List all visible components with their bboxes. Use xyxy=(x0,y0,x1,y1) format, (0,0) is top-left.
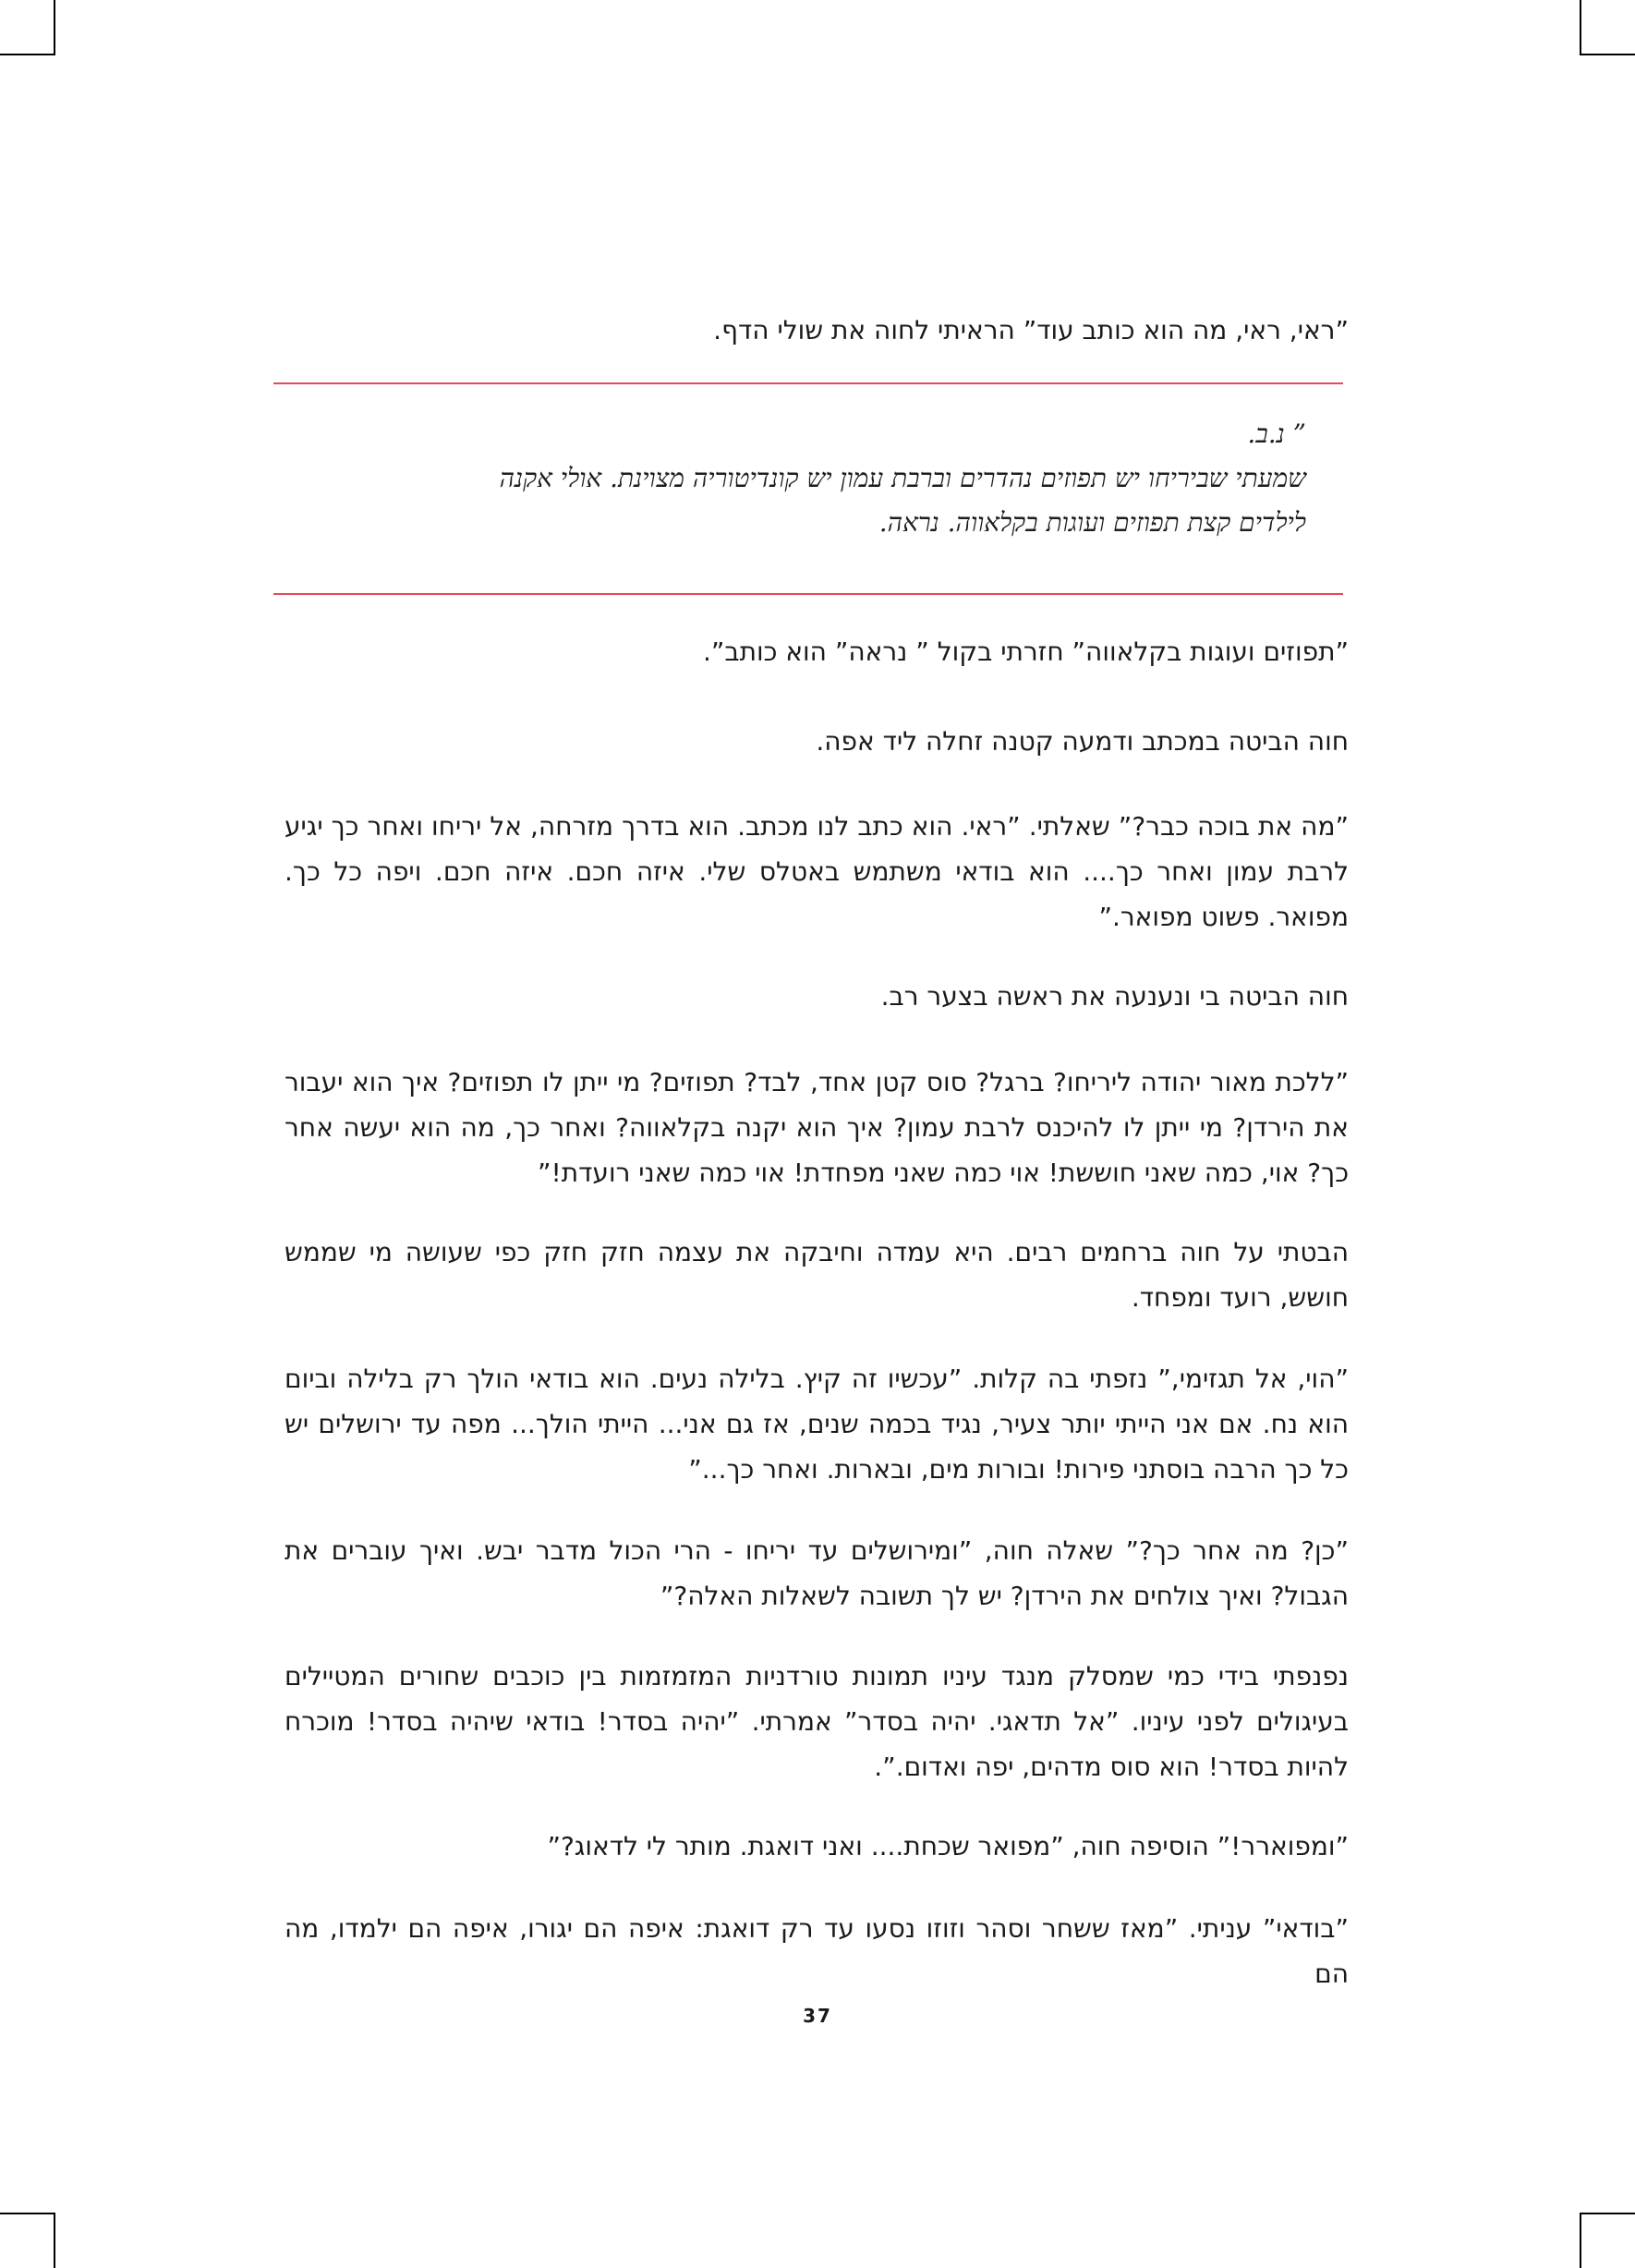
crop-mark-bottom-right-h xyxy=(1581,2213,1635,2214)
crop-mark-top-right-h xyxy=(1581,54,1635,55)
crop-mark-bottom-right xyxy=(1580,2213,1581,2268)
paragraph-10: ”ומפוארר!” הוסיפה חוה, ”מפואר שכחת.... ואני דואגת. מותר לי לדאוג?” xyxy=(547,1831,1349,1862)
crop-mark-bottom-left-h xyxy=(0,2213,54,2214)
paragraph-2: חוה הביטה במכתב ודמעה קטנה זחלה ליד אפה. xyxy=(816,726,1349,757)
page-number: 37 xyxy=(803,2005,832,2027)
paragraph-6: הבטתי על חוה ברחמים רבים. היא עמדה וחיבקה את עצמה חזק חזק כפי שעושה מי שממש חושש, רועד ומפחד. xyxy=(285,1237,1349,1313)
crop-mark-top-right xyxy=(1580,0,1581,55)
letter-excerpt-box xyxy=(273,382,1343,595)
paragraph-1: ”תפוזים ועוגות בקלאווה” חזרתי בקול ” נראה” הוא כותב”. xyxy=(702,637,1349,667)
paragraph-5: ”ללכת מאור יהודה ליריחו? ברגל? סוס קטן אחד, לבד? תפוזים? מי ייתן לו תפוזים? איך הוא יעבור את הירדן? מי ייתן לו להיכנס לרבת עמון? איך הוא יקנה בקלאווה? ואחר כך, מה הוא יעשה אחר כך? אוי, כמה שאני חוששת! אוי כמה שאני מפחדת! אוי כמה שאני רועדת!” xyxy=(285,1067,1349,1188)
crop-mark-top-left xyxy=(54,0,55,55)
intro-line: ”ראי, ראי, מה הוא כותב עוד” הראיתי לחוה את שולי הדף. xyxy=(713,315,1349,346)
letter-line-2: שמעתי שביריחו יש תפוזים נהדרים וברבת עמון יש קונדיטוריה מצוינת. אולי אקנה xyxy=(499,463,1306,493)
letter-line-ps: ” נ.ב. xyxy=(1247,418,1306,449)
crop-mark-bottom-left xyxy=(54,2213,55,2268)
paragraph-4: חוה הביטה בי ונענעה את ראשה בצער רב. xyxy=(880,981,1349,1012)
paragraph-3: ”מה את בוכה כבר?” שאלתי. ”ראי. הוא כתב לנו מכתב. הוא בדרך מזרחה, אל יריחו ואחר כך יגיע לרבת עמון ואחר כך.... הוא בודאי משתמש באטלס שלי. איזה חכם. איזה חכם. ויפה כל כך. מפואר. פשוט מפואר.” xyxy=(285,811,1349,932)
crop-mark-top-left-h xyxy=(0,54,54,55)
letter-line-3: לילדים קצת תפוזים ועוגות בקלאווה. נראה. xyxy=(878,507,1306,538)
paragraph-7: ”הוי, אל תגזימי,” נזפתי בה קלות. ”עכשיו זה קיץ. בלילה נעים. הוא בודאי הולך רק בלילה וביום הוא נח. אם אני הייתי יותר צעיר, נגיד בכמה שנים, אז גם אני... הייתי הולך... מפה עד ירושלים יש כל כך הרבה בוסתני פירות! ובורות מים, ובארות. ואחר כך...” xyxy=(285,1364,1349,1485)
paragraph-9: נפנפתי בידי כמי שמסלק מנגד עיניו תמונות טורדניות המזמזמות בין כוכבים שחורים המטיילים בעיגולים לפני עיניו. ”אל תדאגי. יהיה בסדר” אמרתי. ”יהיה בסדר! בודאי שיהיה בסדר! מוכרח להיות בסדר! הוא סוס מדהים, יפה ואדום.”. xyxy=(285,1661,1349,1782)
handwritten-letter xyxy=(394,412,1306,545)
paragraph-11: ”בודאי” עניתי. ”מאז ששחר וסהר וזוזו נסעו עד רק דואגת: איפה הם יגורו, איפה הם ילמדו, מה הם xyxy=(285,1913,1349,1989)
paragraph-8: ”כן? מה אחר כך?” שאלה חוה, ”ומירושלים עד יריחו - הרי הכול מדבר יבש. ואיך עוברים את הגבול? ואיך צולחים את הירדן? יש לך תשובה לשאלות האלה?” xyxy=(285,1535,1349,1611)
